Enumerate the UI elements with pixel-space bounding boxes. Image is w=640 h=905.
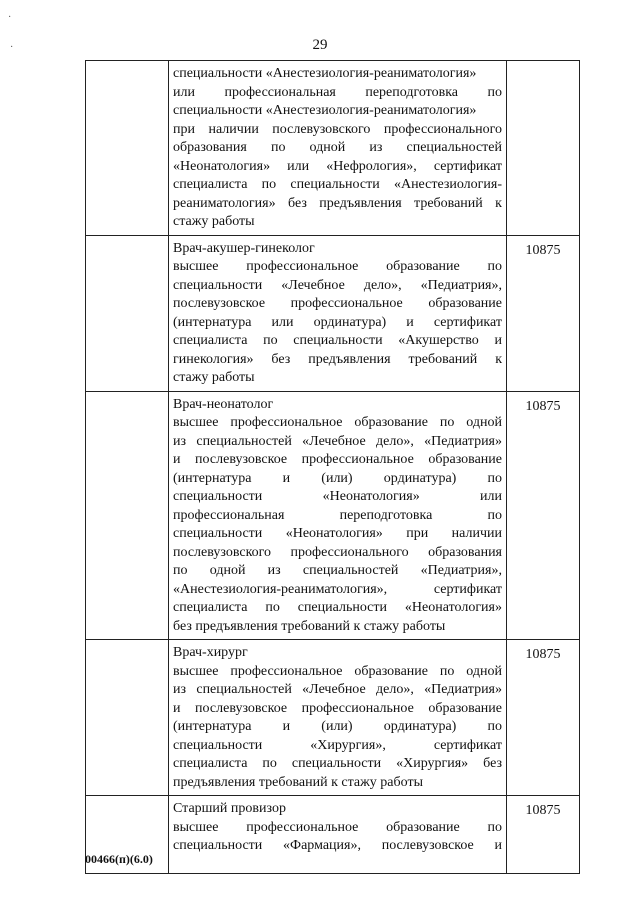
text-line: специальности «Фармация», послевузовское и [173, 838, 502, 853]
salary-value: 10875 [525, 242, 561, 258]
position-description [169, 640, 506, 795]
text-line: без предъявления требований к стажу работы [173, 618, 446, 634]
requirements-text [173, 819, 502, 856]
text-line: по одной из специальностей «Педиатрия», [173, 563, 502, 578]
text-line: послевузовское профессиональное образование [173, 296, 502, 311]
text-line: и послевузовское профессиональное образование [173, 452, 502, 467]
text-line: профессиональная переподготовка по [173, 507, 502, 523]
continuation-text [169, 61, 506, 235]
description-cell [169, 391, 507, 640]
table-row [86, 796, 580, 874]
text-line: специалиста по специальности «Акушерство и [173, 333, 502, 348]
table-row [86, 235, 580, 391]
text-line: реаниматология» без предъявления требований к [173, 195, 502, 211]
text-line: высшее профессиональное образование по [173, 819, 502, 835]
requirements-text [173, 414, 502, 636]
salary-cell [507, 640, 580, 796]
requirements-table [85, 60, 580, 874]
text-line: гинекология» без предъявления требований к [173, 351, 502, 367]
position-title: Старший провизор [173, 801, 286, 816]
text-line: послевузовского профессионального образования [173, 544, 502, 560]
salary-cell [507, 61, 580, 236]
scan-speck: · [10, 42, 14, 53]
description-cell [169, 796, 507, 874]
text-line: из специальностей «Лечебное дело», «Педиатрия» [173, 433, 502, 449]
salary-value: 10875 [525, 398, 561, 414]
text-line: образования по одной из специальностей [173, 140, 502, 155]
description-cell [169, 640, 507, 796]
text-line: специальности «Неонатология» или [173, 489, 502, 504]
salary-cell [507, 796, 580, 874]
text-line: высшее профессиональное образование по одной [173, 415, 502, 430]
text-line: специальности «Анестезиология-реаниматология» [173, 66, 477, 81]
scan-speck: · [8, 12, 12, 23]
salary-value: 10875 [525, 647, 561, 662]
description-cell [169, 61, 507, 236]
text-line: «Анестезиология-реаниматология», сертификат [173, 581, 502, 597]
text-line: высшее профессиональное образование по [173, 259, 502, 274]
table-row [86, 391, 580, 640]
text-line: «Неонатология» или «Нефрология», сертификат [173, 158, 502, 174]
empty-cell [86, 391, 169, 640]
position-title: Врач-акушер-гинеколог [173, 240, 315, 256]
position-title: Врач-неонатолог [173, 396, 274, 412]
salary-value: 10875 [525, 803, 561, 818]
position-description [169, 796, 506, 859]
text-line: стажу работы [173, 214, 255, 229]
text-line: или профессиональная переподготовка по [173, 84, 502, 100]
text-line: (интернатура и (или) ординатура) по [173, 719, 502, 734]
table-row-continuation [86, 61, 580, 236]
page-number: 29 [312, 37, 328, 53]
table-row [86, 640, 580, 796]
description-cell [169, 235, 507, 391]
text-line: специальности «Неонатология» при наличии [173, 526, 502, 541]
position-description [169, 236, 506, 391]
text-line: из специальностей «Лечебное дело», «Педиатрия» [173, 682, 502, 697]
empty-cell [86, 235, 169, 391]
requirements-text [173, 663, 502, 793]
position-description [169, 392, 506, 640]
salary-cell [507, 235, 580, 391]
document-code: 00466(п)(6.0) [85, 852, 153, 866]
text-line: предъявления требований к стажу работы [173, 774, 423, 790]
empty-cell [86, 640, 169, 796]
text-line: высшее профессиональное образование по одной [173, 663, 502, 679]
text-line: специалиста по специальности «Анестезиология- [173, 177, 502, 192]
text-line: специальности «Анестезиология-реаниматология» [173, 103, 477, 118]
requirements-text [173, 258, 502, 388]
text-line: (интернатура и (или) ординатура) по [173, 470, 502, 486]
text-line: при наличии послевузовского профессионального [173, 121, 502, 137]
text-line: специалиста по специальности «Хирургия» без [173, 756, 502, 771]
position-title: Врач-хирург [173, 645, 248, 660]
text-line: специальности «Хирургия», сертификат [173, 737, 502, 753]
text-line: специальности «Лечебное дело», «Педиатрия», [173, 277, 502, 293]
text-line: и послевузовское профессиональное образование [173, 700, 502, 716]
salary-cell [507, 391, 580, 640]
empty-cell [86, 61, 169, 236]
text-line: специалиста по специальности «Неонатология» [173, 600, 502, 615]
text-line: стажу работы [173, 370, 255, 385]
text-line: (интернатура или ординатура) и сертификат [173, 314, 502, 330]
